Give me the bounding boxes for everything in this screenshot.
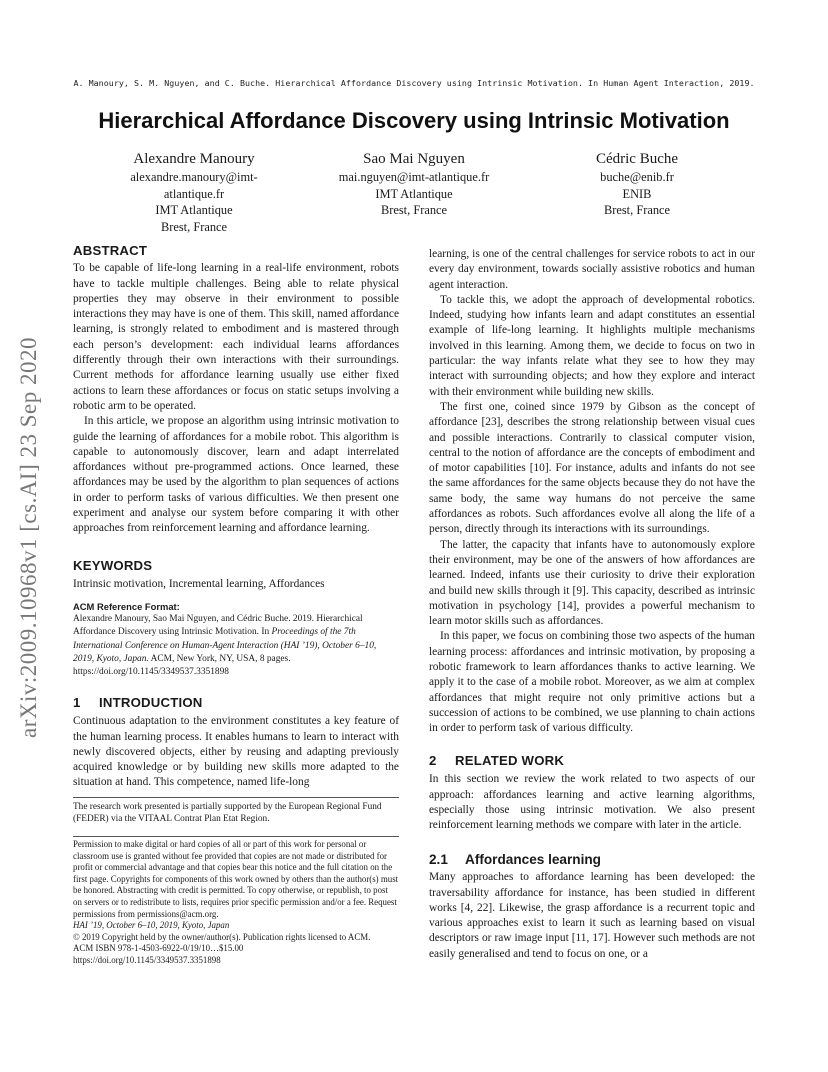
author-email-cont: atlantique.fr (163, 186, 225, 201)
body-paragraph: The latter, the capacity that infants have to autonomously explore their environment, may be one of the answers of how affordances are learned. Indeed, infants use their curiosity to drive their exploration and build new skills through it [9]. This capacity, described as intrinsic motivation in psychology [14], provides a powerful mechanism to learn motor skills such as affordances. (429, 538, 755, 628)
author-block (304, 150, 524, 219)
copyright-line: © 2019 Copyright held by the owner/author(s). Publication rights licensed to ACM. (73, 931, 371, 942)
section-heading (429, 753, 755, 768)
author-email: buche@enib.fr (600, 170, 674, 184)
body-paragraph: learning, is one of the central challenges for service robots to act in our every day environment, towards socially assistive robotics and human agent interaction. (429, 248, 755, 291)
abstract-paragraph: To be capable of life-long learning in a real-life environment, robots have to tackle multiple challenges. Being able to relate physical properties they may observe in their environment to possible interactions they may have is one of them. This skill, named affordance learning, is strongly related to embodiment and is mastered through each person’s development: each individual learns affordances differently through their own interactions with their surroundings. Current methods for affordance learning usually use either fixed actions to learn these affordances or focus on static setups involving a robotic arm to be operated. (73, 262, 399, 412)
reference-part: Alexandre Manoury, Sao Mai Nguyen, and Cédric Buche. 2019. Hierarchical Affordance Discovery using Intrinsic Motivation. In (73, 614, 363, 638)
body-paragraph: In this paper, we focus on combining those two aspects of the human learning process: affordances and intrinsic motivation, by proposing a robotic framework to learn affordances thanks to active learning. We apply it to the case of a mobile robot. Moreover, as we aim at complex affordances that might require not only primitive actions but a succession of actions to be combined, we use planning to chain actions in order to perform task of various difficulty. (429, 630, 755, 735)
author-block (84, 150, 304, 235)
reference-proceedings: Proceedings of the 7th International Conference on Human-Agent Interaction (HAI ’19), October 6–10, 2019, Kyoto, Japan. (73, 627, 377, 664)
author-location: Brest, France (160, 219, 228, 234)
reference-part: ACM, New York, NY, USA, 8 pages. https://doi.org/10.1145/3349537.3351898 (73, 653, 291, 678)
body-paragraph: In this section we review the work related to two aspects of our approach: affordances learning and active learning algorithms, especially those using intrinsic motivation. We also present reinforcement learning methods we compare with later in the article. (429, 773, 755, 832)
permission-text: Permission to make digital or hard copies of all or part of this work for personal or classroom use is granted without fee provided that copies are not made or distributed for profit or commercial advantage and that copies bear this notice and the full citation on the first page. Copyrights for components of this work owned by others than the author(s) must be honored. Abstracting with credit is permitted. To copy otherwise, or republish, to post on servers or to redistribute to lists, requires prior specific permission and/or a fee. Request permissions from permissions@acm.org. (73, 839, 399, 919)
keywords-section (73, 558, 399, 593)
section-title: INTRODUCTION (99, 695, 203, 710)
section-number: 1 (73, 695, 81, 710)
body-paragraph: To tackle this, we adopt the approach of developmental robotics. Indeed, studying how infants learn and adapt constitutes an essential example of life-long learning. It highlights multiple mechanisms involved in this learning. Among them, we decide to focus on two in particular: the way infants relate what they see to how they may interact with surrounding objects; and how they explore and interact with their environment while building new skills. (429, 293, 755, 398)
paper-title: Hierarchical Affordance Discovery using Intrinsic Motivation (98, 108, 730, 133)
author-email: alexandre.manoury@imt- (130, 170, 258, 184)
author-name: Alexandre Manoury (133, 151, 255, 167)
affordances-learning-section (429, 852, 755, 962)
left-column (73, 243, 399, 537)
subsection-number: 2.1 (429, 852, 448, 867)
intro-paragraph: Continuous adaptation to the environment constitutes a key feature of the human learning process. It enables humans to learn to interact with newly discovered objects, either by reusing and adapting previously acquired knowledge or by building new skills more adapted to the situation at hand. This competence, named life-long (73, 715, 399, 789)
footnote-rule (73, 797, 399, 798)
keywords-heading: KEYWORDS (73, 558, 153, 573)
author-name: Sao Mai Nguyen (363, 151, 465, 167)
author-affiliation: IMT Atlantique (155, 203, 233, 217)
arxiv-identifier: arXiv:2009.10968v1 [cs.AI] 23 Sep 2020 (16, 336, 41, 738)
section-title: RELATED WORK (455, 753, 565, 768)
body-paragraph: Many approaches to affordance learning has been developed: the traversability affordance for instance, has been studied in different works [4, 22]. Likewise, the grasp affordance is a recurrent topic and various approaches exist to learn it such as learning based on visual descriptors or raw image input [11, 17]. However such methods are not easily generalised and tend to focus on one, or a (429, 871, 755, 960)
right-column (429, 247, 755, 737)
keywords-text: Intrinsic motivation, Incremental learning, Affordances (73, 578, 325, 591)
permission-rule (73, 836, 399, 837)
section-heading (73, 695, 399, 710)
funding-footnote: The research work presented is partially supported by the European Regional Fund (FEDER) via the VITAAL Contrat Plan Etat Region. (73, 802, 382, 825)
permission-block (73, 839, 399, 967)
author-affiliation: IMT Atlantique (375, 186, 453, 201)
author-affiliation: ENIB (622, 186, 652, 201)
body-paragraph: The first one, coined since 1979 by Gibson as the concept of affordance [23], describes the strong relationship between visual cues and possible interactions. Contrarily to classical computer vision, central to the notion of affordance are the concepts of embodiment and of motor capabilities [10]. For instance, adults and infants do not see the same affordances for the same objects because they do not have the same body, the same way humans do not perceive the same affordances as robots. Such affordances evolve all along the life of a person, directly through its interactions with its surroundings. (429, 400, 755, 536)
author-location: Brest, France (603, 203, 671, 217)
abstract-heading: ABSTRACT (73, 243, 148, 258)
subsection-heading (429, 852, 755, 867)
author-location: Brest, France (380, 203, 448, 217)
reference-text (73, 613, 399, 679)
acm-reference (73, 600, 399, 679)
subsection-title: Affordances learning (465, 852, 601, 867)
introduction-section (73, 695, 399, 791)
author-block (527, 150, 747, 219)
isbn-line: ACM ISBN 978-1-4503-6922-0/19/10…$15.00 (73, 943, 244, 954)
doi-line: https://doi.org/10.1145/3349537.3351898 (73, 954, 221, 965)
abstract-paragraph: In this article, we propose an algorithm using intrinsic motivation to guide the learning of affordances for a mobile robot. This algorithm is capable to autonomously discover, learn and adapt interrelated affordances without pre-programmed actions. Once learned, these affordances may be used by the algorithm to plan sequences of actions in order to perform tasks of various difficulties. We then present one experiment and analyse our system before comparing it with other approaches from reinforcement learning and affordance learning. (73, 415, 399, 535)
section-number: 2 (429, 753, 437, 768)
author-name: Cédric Buche (595, 151, 679, 167)
author-email: mai.nguyen@imt-atlantique.fr (338, 170, 490, 184)
related-work-section (429, 753, 755, 833)
conference-venue: HAI ’19, October 6–10, 2019, Kyoto, Japan (73, 920, 230, 931)
running-header: A. Manoury, S. M. Nguyen, and C. Buche. Hierarchical Affordance Discovery using Intrinsic Motivation. In Human Agent Interaction, 2019. (73, 78, 755, 88)
reference-heading: ACM Reference Format: (73, 601, 180, 612)
